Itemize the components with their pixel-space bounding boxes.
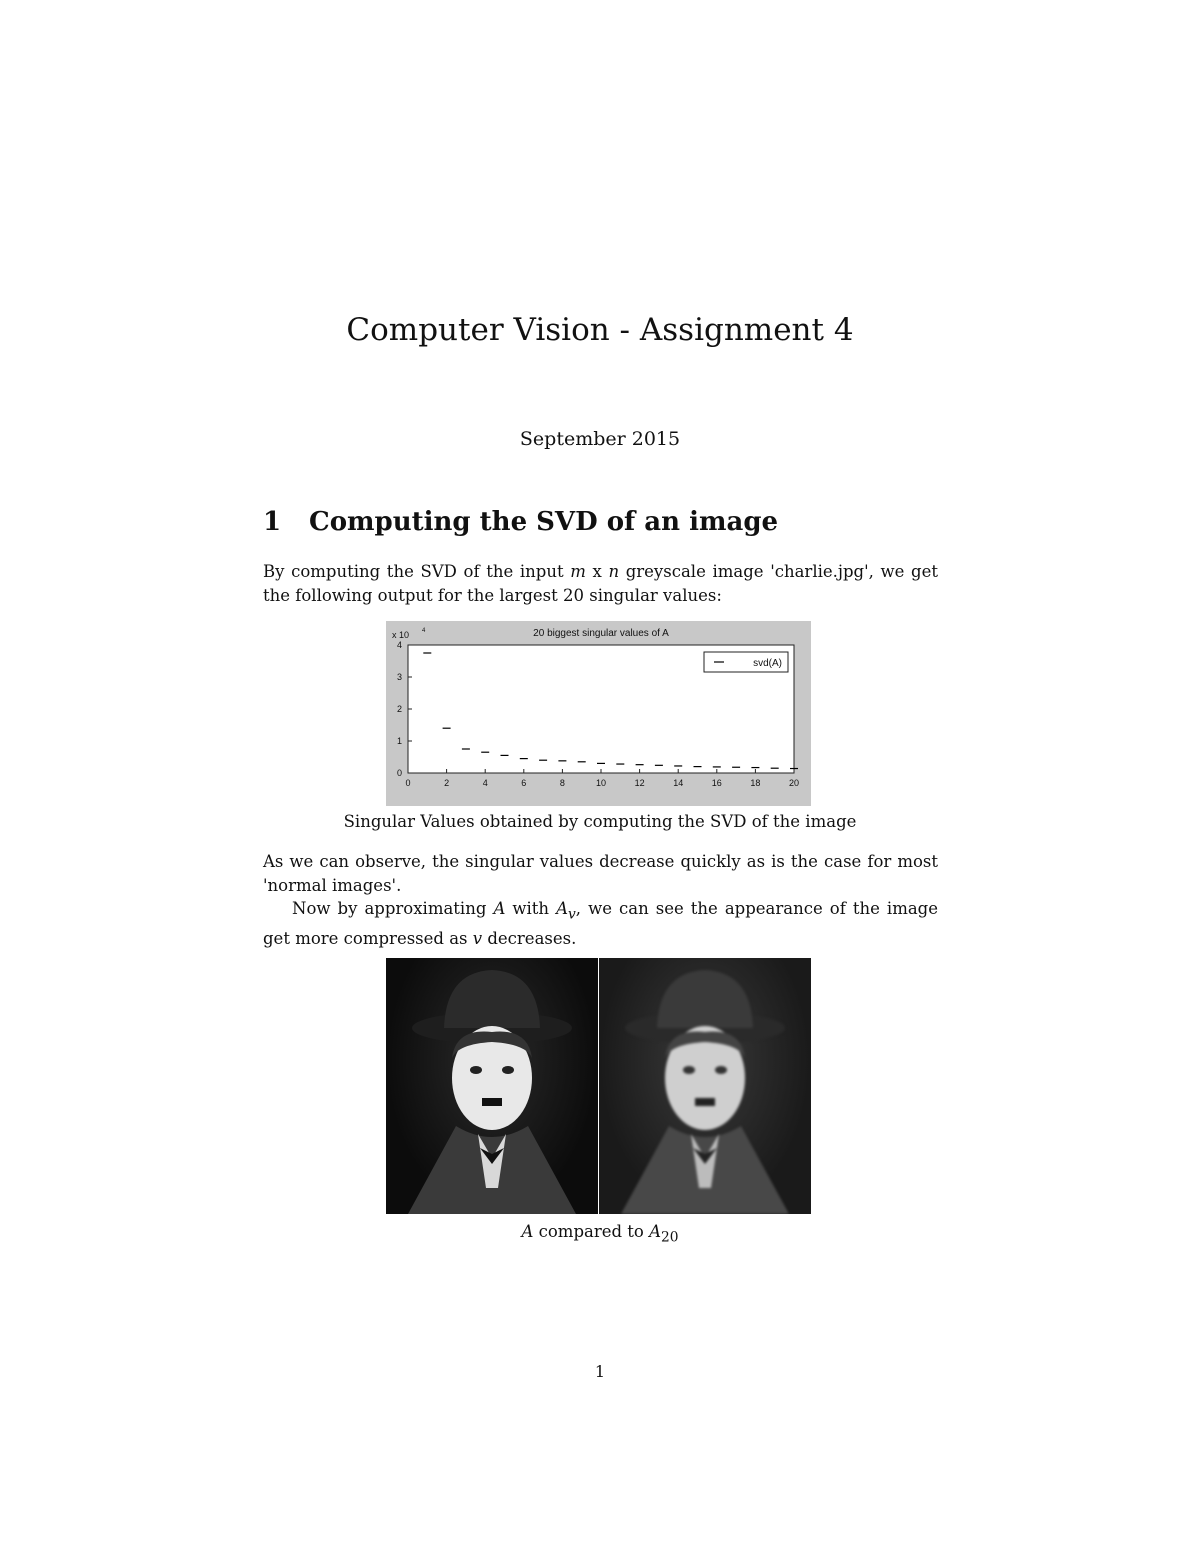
paragraph-observation: As we can observe, the singular values decrease quickly as is the case for most 'normal images'. [263,852,938,895]
section-heading [263,507,778,537]
x-tick-label: 0 [405,778,411,788]
paragraph-intro [263,560,938,607]
math-subscript-v: v [568,906,576,923]
x-tick-label: 6 [521,778,527,788]
x-tick-label: 12 [634,778,645,788]
math-m: m [570,562,586,581]
figure1-caption: Singular Values obtained by computing the SVD of the image [343,812,857,831]
x-tick-label: 8 [559,778,565,788]
math-A: A [493,899,506,918]
comparison-figure [386,958,811,1214]
math-A: A [521,1222,534,1241]
chart-title: 20 biggest singular values of A [533,628,669,639]
math-subscript-20: 20 [661,1229,679,1246]
legend-label: svd(A) [753,658,782,669]
portrait-approximated-icon [599,958,811,1214]
y-tick-label: 1 [396,736,402,746]
math-n: n [608,562,620,581]
text-run: x [585,562,609,581]
singular-values-chart [386,621,811,806]
y-tick-label: 4 [396,640,402,650]
y-exponent: 4 [422,628,426,634]
math-A-20: A [649,1222,662,1241]
x-tick-label: 4 [482,778,488,788]
portrait-approximated-image [599,958,811,1214]
figure2-caption [0,1222,1200,1245]
document-title: Computer Vision - Assignment 4 [346,312,854,348]
section-number: 1 [263,507,282,537]
x-tick-label: 10 [595,778,607,788]
x-tick-label: 14 [673,778,684,788]
math-A-v: A [556,899,569,918]
text-run: compared to [533,1222,650,1241]
document-date: September 2015 [519,428,681,450]
text-run: greyscale image 'charlie.jpg', we get the following output for the largest 20 singular values: [263,562,939,605]
page-number: 1 [594,1362,606,1381]
text-run: Now by approximating [292,899,494,918]
x-tick-label: 2 [444,778,450,788]
x-tick-label: 16 [711,778,722,788]
y-tick-label: 3 [396,672,402,682]
x-tick-label: 20 [788,778,800,788]
paragraph-approximation [263,897,938,950]
text-run: , we can see the appearance of the image get more compressed as [263,899,938,948]
x-tick-label: 18 [750,778,761,788]
text-run: with [505,899,557,918]
portrait-original-image [386,958,598,1214]
text-run: decreases. [482,928,577,948]
y-multiplier: x 10 [392,630,410,640]
portrait-original-icon [386,958,598,1214]
section-title: Computing the SVD of an image [309,507,779,537]
text-run: By computing the SVD of the input [263,562,571,581]
y-tick-label: 2 [396,704,402,714]
y-tick-label: 0 [396,768,402,778]
math-v: v [472,928,483,948]
